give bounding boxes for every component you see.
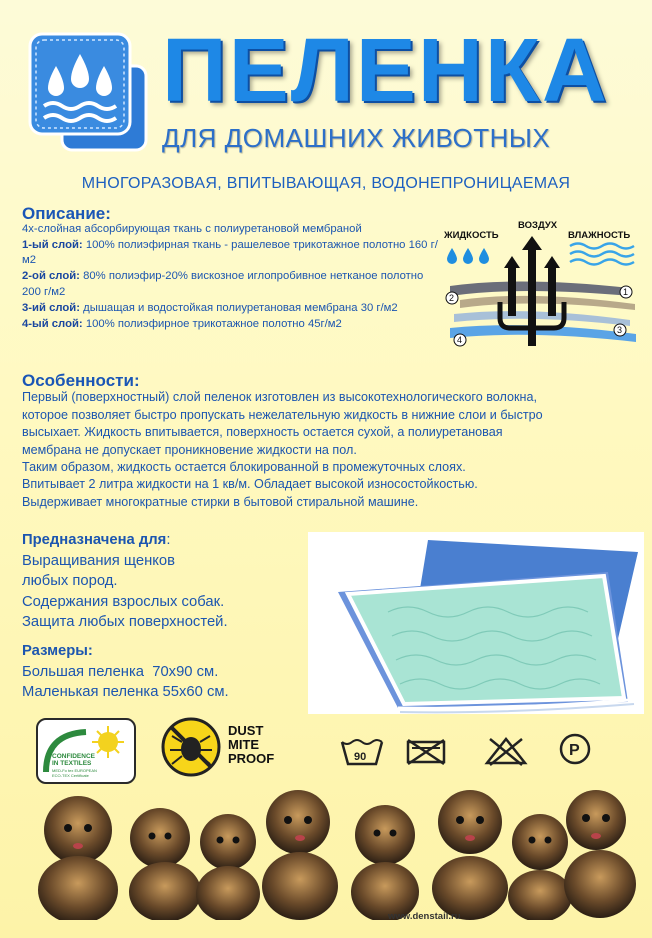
- dust-mite-proof-label: [228, 724, 274, 766]
- layer-text: дышащая и водостойкая полиуретановая мембрана 30 г/м2: [83, 301, 398, 314]
- features-line: высыхает. Жидкость впитывается, поверхность остается сухой, а полиуретановая: [22, 425, 503, 440]
- description-heading: Описание:: [22, 204, 111, 223]
- size-item: Большая пеленка 70х90 см.: [22, 663, 219, 680]
- layer-text: 80% полиэфир-20% вискозное иглопробивное нетканое полотно 200 г/м2: [22, 270, 424, 298]
- website-url: www.denstail.ru: [388, 911, 461, 922]
- layer-text: 100% полиэфирное трикотажное полотно 45г/м2: [85, 317, 342, 330]
- layer-4: [22, 317, 442, 333]
- purpose-item: Защита любых поверхностей.: [22, 614, 228, 631]
- description-intro: 4х-слойная абсорбирующая ткань с полиуретановой мембраной: [22, 222, 362, 235]
- features-line: мембрана не допускает проникновение жидкости на пол.: [22, 442, 357, 457]
- purpose-colon: :: [166, 532, 171, 548]
- page-title: ПЕЛЕНКА: [162, 21, 609, 121]
- sizes-heading: Размеры:: [22, 642, 93, 659]
- features-line: которое позволяет быстро пропускать нежелательную жидкость в нижние слои и быстро: [22, 407, 543, 422]
- layer-3: [22, 301, 442, 317]
- features-line: Выдерживает многократные стирки в бытовой стиральной машине.: [22, 494, 419, 509]
- cert-line2: IN TEXTILES: [52, 760, 92, 767]
- features-line: Первый (поверхностный) слой пеленок изготовлен из высокотехнологического волокна,: [22, 390, 537, 405]
- proof-text: PROOF: [228, 751, 275, 766]
- layer-label: 3-ий слой:: [22, 301, 80, 314]
- marker-4: 4: [457, 335, 463, 345]
- label-air: ВОЗДУХ: [518, 220, 558, 231]
- no-tumble-dry-icon: [404, 736, 448, 766]
- liquid-drops-icon: [447, 248, 489, 264]
- oeko-tex-icon: [38, 720, 134, 782]
- marker-3: 3: [617, 325, 623, 335]
- water-drops-logo-icon: [26, 30, 150, 154]
- tagline: МНОГОРАЗОВАЯ, ВПИТЫВАЮЩАЯ, ВОДОНЕПРОНИЦАЕМАЯ: [81, 175, 571, 192]
- puppies-photo: [0, 780, 652, 920]
- purpose-section: [22, 530, 322, 703]
- size-item: Маленькая пеленка 55х60 см.: [22, 684, 229, 701]
- layer-text: 100% полиэфирная ткань - рашелевое трикотажное полотно 160 г/м2: [22, 238, 438, 267]
- cert-small2: ECO-TEX Certificate: [52, 773, 89, 778]
- dust-mite-icon: [160, 716, 222, 778]
- purpose-heading-text: Предназначена для: [22, 532, 167, 548]
- layer-label: 1-ый слой:: [22, 238, 83, 251]
- features-line: Впитывает 2 литра жидкости на 1 кв/м. Обладает высокой износостойкостью.: [22, 477, 478, 492]
- dry-clean-p-icon: [558, 732, 592, 766]
- marker-1: 1: [623, 287, 629, 297]
- cert-small1: MED-Fo tex EUROPEAN: [52, 768, 97, 773]
- dry-letter: P: [569, 742, 580, 759]
- layer-label: 2-ой слой:: [22, 270, 80, 283]
- layer-1: [22, 238, 442, 270]
- dust-text: DUST: [228, 723, 264, 738]
- moisture-waves-icon: [570, 244, 634, 265]
- label-liquid: ЖИДКОСТЬ: [444, 230, 499, 241]
- features-section: [22, 372, 642, 511]
- cert-line1: CONFIDENCE: [52, 753, 95, 760]
- wash-temp: 90: [354, 751, 367, 763]
- label-moisture: ВЛАЖНОСТЬ: [568, 230, 631, 241]
- mite-text: MITE: [228, 737, 260, 752]
- wash-90-icon: [340, 736, 384, 766]
- purpose-item: Содержания взрослых собак.: [22, 593, 225, 610]
- purpose-item: Выращивания щенков: [22, 552, 176, 569]
- description-section: [22, 206, 442, 332]
- pet-pad-image: [308, 532, 644, 714]
- page-subtitle: ДЛЯ ДОМАШНИХ ЖИВОТНЫХ: [162, 123, 551, 153]
- features-heading: Особенности:: [22, 371, 140, 390]
- no-bleach-icon: [484, 736, 528, 766]
- confidence-textiles-badge: [36, 718, 136, 784]
- features-line: Таким образом, жидкость остается блокированной в промежуточных слоях.: [22, 460, 466, 475]
- layer-2: [22, 269, 442, 301]
- marker-2: 2: [449, 293, 455, 303]
- layer-label: 4-ый слой:: [22, 317, 83, 330]
- layers-diagram: [440, 216, 650, 366]
- purpose-heading: [22, 530, 322, 551]
- purpose-item: любых пород.: [22, 573, 118, 590]
